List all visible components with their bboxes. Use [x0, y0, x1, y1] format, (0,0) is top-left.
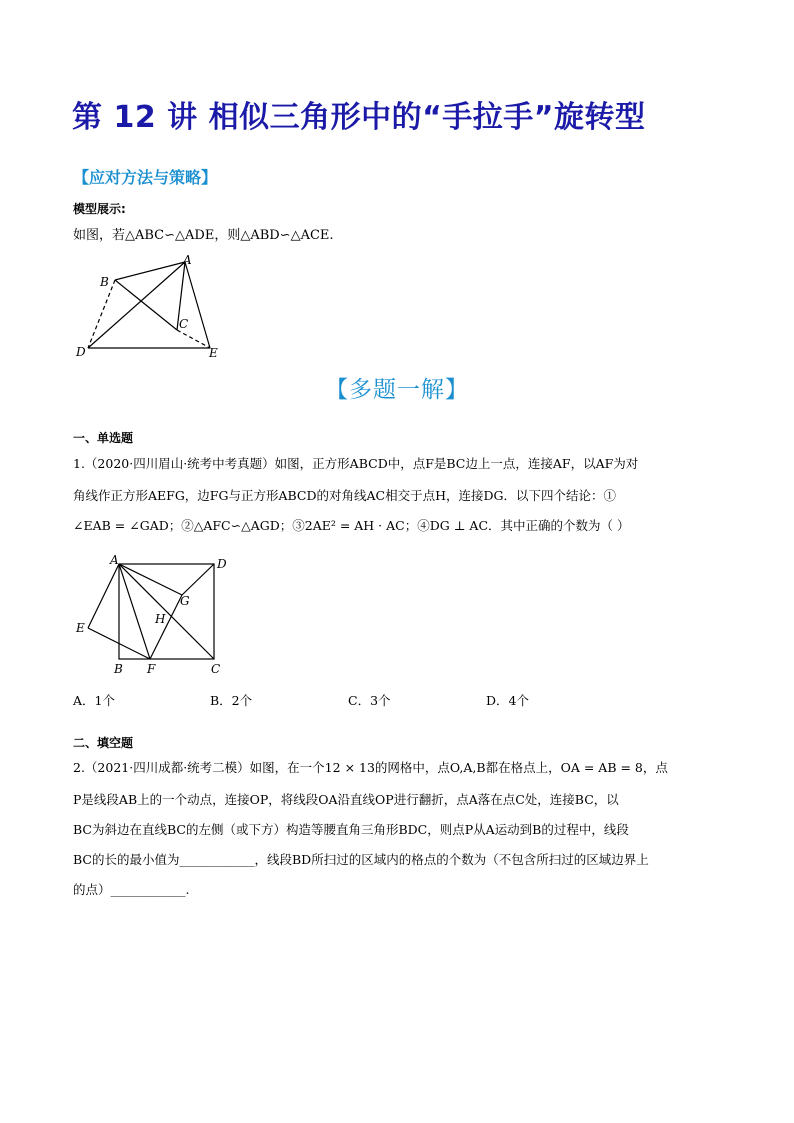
q2-line-3: BC为斜边在直线BC的左侧（或下方）构造等腰直角三角形BDC，则点P从A运动到B的过程中，线段 [73, 822, 629, 837]
figure2-label-c: C [211, 662, 221, 676]
q1-choice-c: C．3个 [348, 693, 391, 708]
q2-line-1: 2.（2021·四川成都·统考二模）如图，在一个12 × 13的网格中，点O,A,B都在格点上，OA = AB = 8，点 [73, 760, 668, 775]
figure1-label-e: E [209, 346, 218, 360]
q2-line-2: P是线段AB上的一个动点，连接OP，将线段OA沿直线OP进行翻折，点A落在点C处，连接BC，以 [73, 792, 619, 807]
figure2-label-b: B [114, 662, 123, 676]
figure1-label-c: C [179, 317, 189, 331]
figure1-label-b: B [100, 275, 109, 289]
figure2-label-g: G [180, 594, 190, 608]
figure2-label-f: F [147, 662, 156, 676]
q2-line-5: 的点）____________. [73, 882, 190, 897]
q1-line-2: 角线作正方形AEFG，边FG与正方形ABCD的对角线AC相交于点H，连接DG．以下四个结论：① [73, 488, 617, 503]
figure2-label-d: D [217, 557, 227, 571]
figure-similar-triangles [70, 252, 230, 362]
section-tag: 【应对方法与策略】 [73, 168, 218, 187]
q1-line-3: ∠EAB = ∠GAD；②△AFC∽△AGD；③2AE² = AH · AC；④DG ⊥ AC．其中正确的个数为（ ） [73, 518, 630, 533]
figure-square-abcd [70, 552, 240, 682]
q1-choice-d: D．4个 [486, 693, 529, 708]
banner-heading: 【多题一解】 [325, 377, 469, 403]
figure2-label-a: A [110, 553, 119, 567]
figure2-label-h: H [155, 612, 166, 626]
figure1-label-a: A [183, 253, 192, 267]
model-label: 模型展示: [73, 202, 126, 216]
q1-line-1: 1.（2020·四川眉山·统考中考真题）如图，正方形ABCD中，点F是BC边上一点，连接AF，以AF为对 [73, 456, 639, 471]
page-title: 第 12 讲 相似三角形中的“手拉手”旋转型 [72, 100, 646, 135]
q1-choice-b: B．2个 [210, 693, 253, 708]
figure1-label-d: D [76, 345, 86, 359]
q2-line-4: BC的长的最小值为____________，线段BD所扫过的区域内的格点的个数为（不包含所扫过的区域边界上 [73, 852, 649, 867]
q1-choice-a: A．1个 [73, 693, 115, 708]
model-description: 如图，若△ABC∽△ADE，则△ABD∽△ACE. [73, 228, 334, 243]
figure2-label-e: E [76, 621, 85, 635]
section-fill-blank: 二、填空题 [73, 736, 134, 750]
section-single-choice: 一、单选题 [73, 431, 134, 445]
